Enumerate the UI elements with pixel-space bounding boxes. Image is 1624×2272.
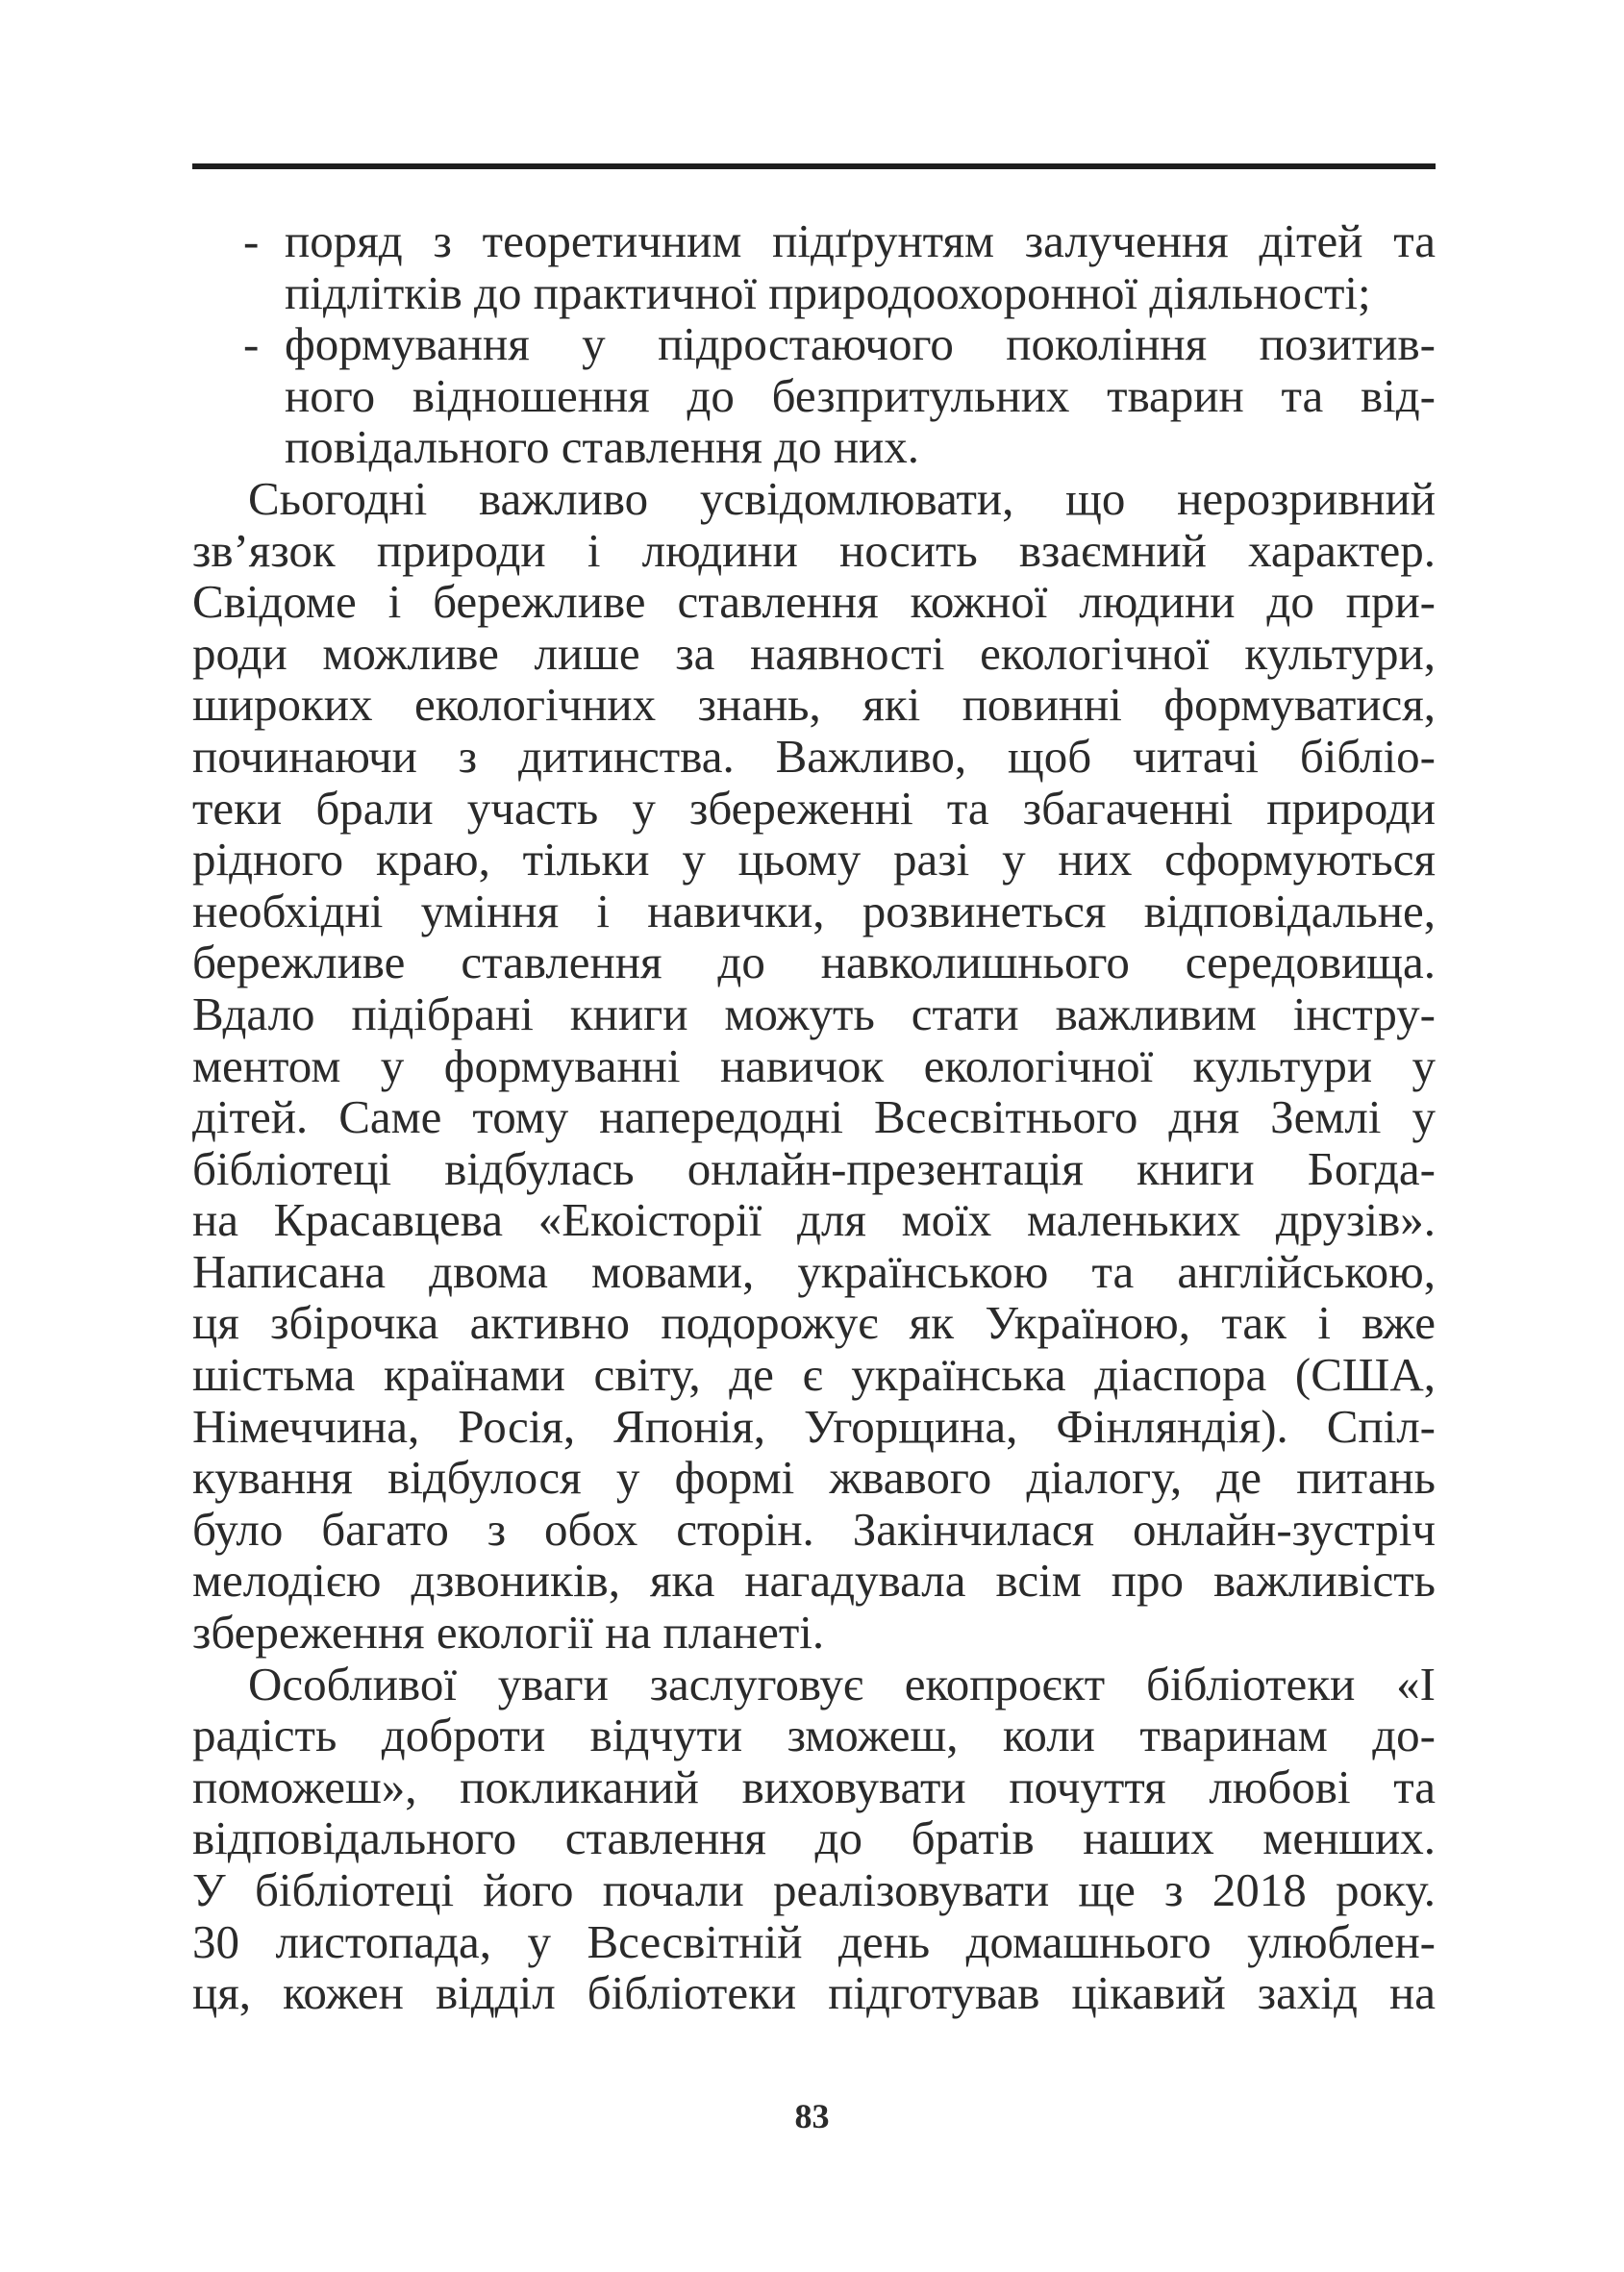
text-line: широких екологічних знань, які повинні формуватися,: [192, 678, 1436, 732]
text-line: Свідоме і бережливе ставлення кожної людини до при-: [192, 575, 1436, 629]
paragraph: [192, 473, 1436, 1659]
text-line: зв’язок природи і людини носить взаємний характер.: [192, 523, 1436, 577]
list-item: [192, 215, 1436, 318]
text-line: мелодією дзвоників, яка нагадувала всім про важливість: [192, 1554, 1436, 1608]
text-line: на Красавцева «Екоісторії для моїх маленьких друзів».: [192, 1193, 1436, 1247]
text-line: 30 листопада, у Всесвітній день домашнього улюблен-: [192, 1914, 1436, 1968]
text-line: Написана двома мовами, українською та англійською,: [192, 1244, 1436, 1298]
text-line: підлітків до практичної природоохоронної діяльності;: [285, 265, 1371, 319]
text-line: формування у підростаючого покоління позитив-: [285, 317, 1436, 371]
text-line: ця збірочка активно подорожує як Україною, так і вже: [192, 1296, 1436, 1350]
text-line: поможеш», покликаний виховувати почуття любові та: [192, 1760, 1436, 1813]
text-line: було багато з обох сторін. Закінчилася онлайн-зустріч: [192, 1502, 1436, 1556]
page-number: 83: [794, 2097, 830, 2135]
text-line: ментом у формуванні навичок екологічної культури у: [192, 1038, 1436, 1092]
text-line: ця, кожен відділ бібліотеки підготував цікавий захід на: [192, 1966, 1436, 2020]
list-item: [192, 318, 1436, 473]
text-line: кування відбулося у формі жвавого діалогу, де питань: [192, 1451, 1436, 1505]
text-line: Німеччина, Росія, Японія, Угорщина, Фінляндія). Спіл-: [192, 1399, 1436, 1453]
text-line: ного відношення до безпритульних тварин та від-: [285, 368, 1436, 422]
text-line: починаючи з дитинства. Важливо, щоб читачі бібліо-: [192, 729, 1436, 783]
text-line: рідного краю, тільки у цьому разі у них сформуються: [192, 833, 1436, 886]
text-line: повідального ставлення до них.: [285, 420, 920, 474]
list-dash: -: [243, 317, 260, 371]
text-line: шістьма країнами світу, де є українська діаспора (США,: [192, 1348, 1436, 1402]
text-line: поряд з теоретичним підґрунтям залучення дітей та: [285, 214, 1436, 267]
text-line: У бібліотеці його почали реалізовувати ще з 2018 року.: [192, 1863, 1436, 1916]
paragraph: [192, 1659, 1436, 2019]
text-line: Вдало підібрані книги можуть стати важливим інстру-: [192, 986, 1436, 1040]
text-line: теки брали участь у збереженні та збагаченні природи: [192, 781, 1436, 835]
text-line: роди можливе лише за наявності екологічної культури,: [192, 626, 1436, 680]
text-line: бережливе ставлення до навколишнього середовища.: [192, 936, 1436, 989]
list-dash: -: [243, 214, 260, 267]
text-line: Сьогодні важливо усвідомлювати, що нерозривний: [248, 471, 1436, 525]
text-line: збереження екології на планеті.: [192, 1606, 825, 1660]
text-line: Особливої уваги заслуговує екопроєкт бібліотеки «І: [248, 1657, 1436, 1710]
text-line: дітей. Саме тому напередодні Всесвітнього дня Землі у: [192, 1090, 1436, 1144]
page-body: [192, 215, 1436, 2019]
text-line: радість доброти відчути зможеш, коли тваринам до-: [192, 1709, 1436, 1762]
header-rule: [192, 163, 1436, 169]
text-line: необхідні уміння і навички, розвинеться відповідальне,: [192, 884, 1436, 937]
text-line: бібліотеці відбулась онлайн-презентація книги Богда-: [192, 1141, 1436, 1195]
text-line: відповідального ставлення до братів наших менших.: [192, 1811, 1436, 1865]
